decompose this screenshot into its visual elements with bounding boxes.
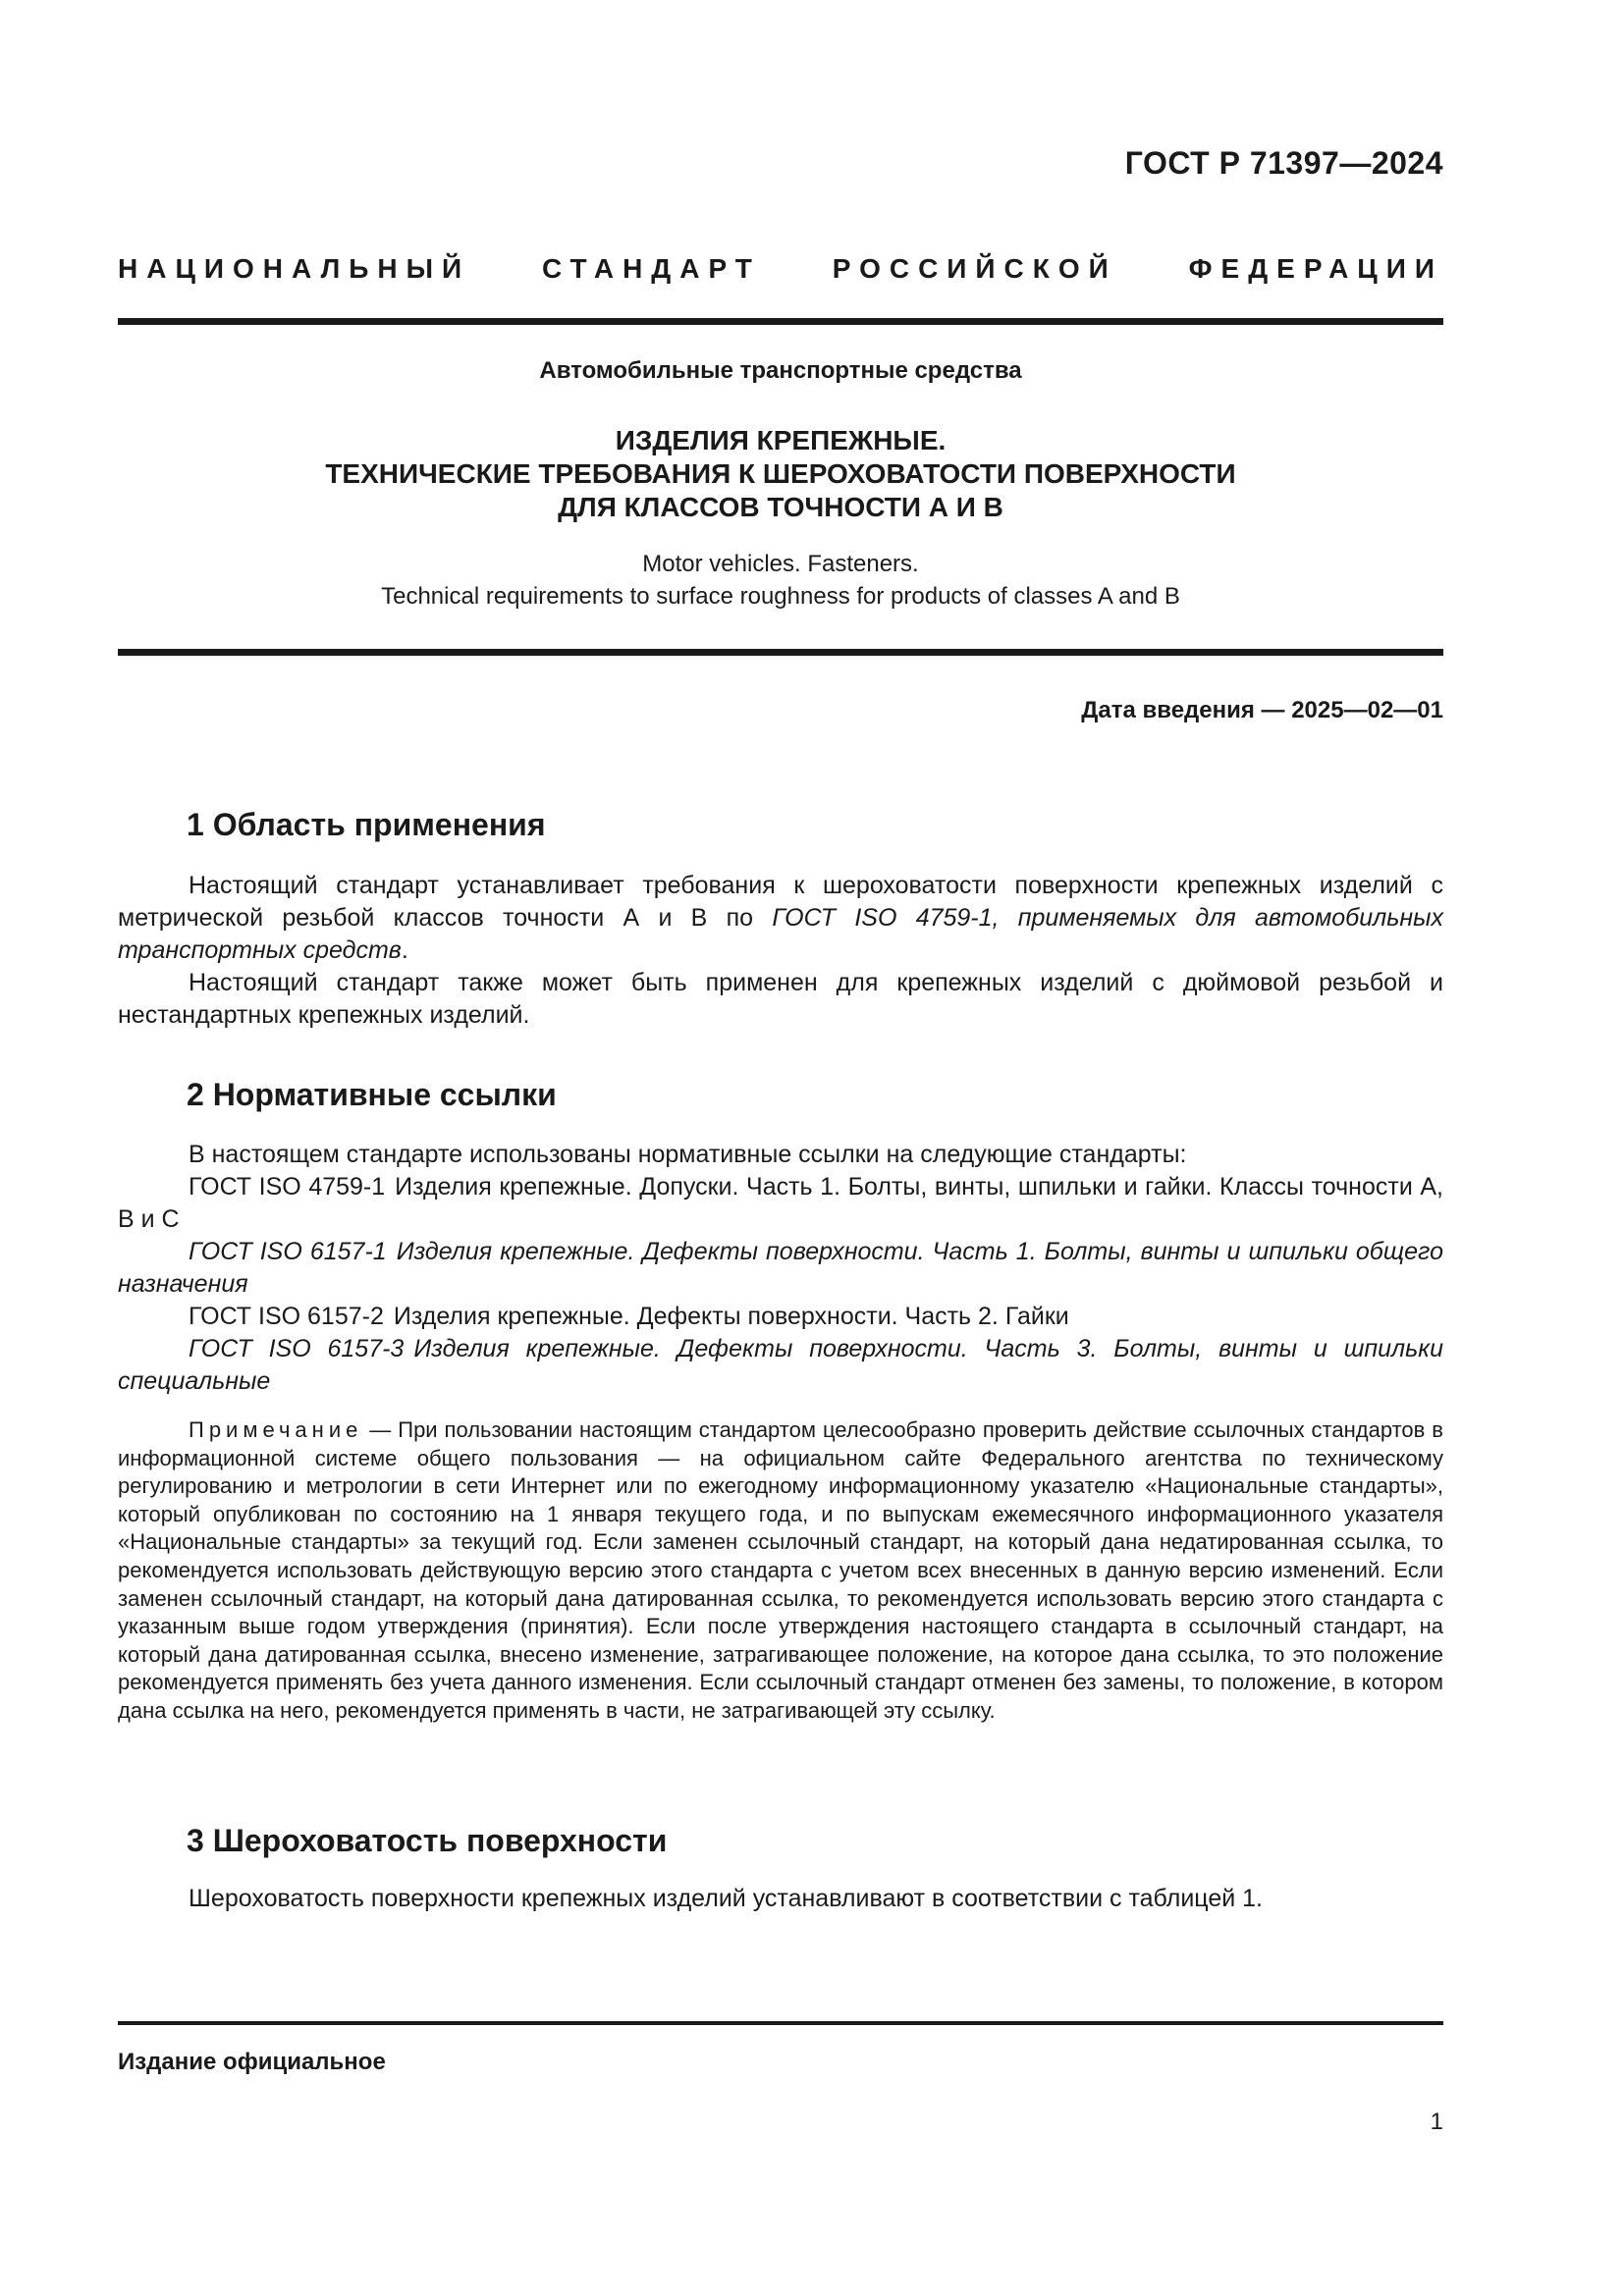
reference-code: ГОСТ ISO 6157-1 (189, 1238, 387, 1265)
footer-divider (118, 2021, 1443, 2025)
note-text: — При пользовании настоящим стандартом целесообразно проверить действие ссылочных стандартов в информационной системе общего пользования — на официальном сайте Федерального агентства по техническому регулированию и метрологии в сети Интернет или по ежегодному информационному указателю «Национальные стандарты», который опубликован по состоянию на 1 января текущего года, и по выпускам ежемесячного информационного указателя «Национальные стандарты» за текущий год. Если заменен ссылочный стандарт, на который дана недатированная ссылка, то рекомендуется использовать действующую версию этого стандарта с учетом всех внесенных в данную версию изменений. Если заменен ссылочный стандарт, на который дана датированная ссылка, то рекомендуется использовать версию этого стандарта с указанным выше годом утверждения (принятия). Если после утверждения настоящего стандарта в ссылочный стандарт, на который дана датированная ссылка, внесено изменение, затрагивающее положение, на которое дана ссылка, то это положение рекомендуется применять без учета данного изменения. Если ссылочный стандарт отменен без замены, то положение, в котором дана ссылка на него, рекомендуется применять в части, не затрагивающей эту ссылку. (118, 1417, 1443, 1723)
top-divider (118, 318, 1443, 325)
section-1-paragraph-1: Настоящий стандарт устанавливает требования к шероховатости поверхности крепежных изделий с метрической резьбой классов точности А и В по ГОСТ ISO 4759-1, применяемых для автомобильных транспортных средств. (118, 872, 1443, 964)
referenced-standard-italic: ГОСТ ISO 4759-1, применяемых для автомобильных транспортных средств (118, 904, 1443, 964)
title-en-line1: Motor vehicles. Fasteners. (642, 551, 919, 577)
section-3-body (118, 1883, 1443, 1915)
normative-reference (118, 1236, 1443, 1301)
reference-code: ГОСТ ISO 6157-2 (189, 1303, 384, 1330)
section-3-heading: 3 Шероховатость поверхности (187, 1823, 668, 1858)
reference-title: Изделия крепежные. Дефекты поверхности. Часть 1. Болты, винты и шпильки общего назначения (118, 1238, 1443, 1298)
title-ru (118, 424, 1443, 524)
title-en (118, 548, 1443, 613)
note-label: Примечание (189, 1417, 363, 1442)
section-1-paragraph-2: Настоящий стандарт также может быть применен для крепежных изделий с дюймовой резьбой и нестандартных крепежных изделий. (118, 969, 1443, 1029)
official-edition-label: Издание официальное (118, 2049, 386, 2075)
title-ru-line1: ИЗДЕЛИЯ КРЕПЕЖНЫЕ. (615, 425, 947, 455)
section-2-body (118, 1139, 1443, 1398)
title-ru-line3: ДЛЯ КЛАССОВ ТОЧНОСТИ А И В (558, 492, 1003, 522)
reference-title: Изделия крепежные. Дефекты поверхности. Часть 2. Гайки (393, 1303, 1069, 1330)
title-divider (118, 649, 1443, 656)
section-2-intro: В настоящем стандарте использованы нормативные ссылки на следующие стандарты: (189, 1141, 1187, 1168)
reference-title: Изделия крепежные. Допуски. Часть 1. Болты, винты, шпильки и гайки. Классы точности А, В и С (118, 1173, 1443, 1233)
normative-reference (118, 1171, 1443, 1236)
section-1-body (118, 870, 1443, 1032)
document-page (118, 0, 1443, 2296)
national-standard-banner: НАЦИОНАЛЬНЫЙ СТАНДАРТ РОССИЙСКОЙ ФЕДЕРАЦИИ (118, 253, 1443, 284)
section-2-note (118, 1416, 1443, 1726)
section-1-heading: 1 Область применения (187, 807, 546, 842)
document-code: ГОСТ Р 71397—2024 (1124, 145, 1443, 181)
reference-code: ГОСТ ISO 4759-1 (189, 1173, 386, 1201)
page-number: 1 (1430, 2109, 1443, 2135)
subtitle-ru: Автомобильные транспортные средства (539, 357, 1022, 384)
title-ru-line2: ТЕХНИЧЕСКИЕ ТРЕБОВАНИЯ К ШЕРОХОВАТОСТИ ПОВЕРХНОСТИ (325, 458, 1236, 489)
section-3-paragraph-1: Шероховатость поверхности крепежных изделий устанавливают в соответствии с таблицей 1. (189, 1885, 1264, 1912)
reference-title: Изделия крепежные. Дефекты поверхности. Часть 3. Болты, винты и шпильки специальные (118, 1335, 1443, 1395)
reference-code: ГОСТ ISO 6157-3 (189, 1335, 405, 1362)
introduction-date: Дата введения — 2025—02—01 (1081, 697, 1443, 723)
title-en-line2: Technical requirements to surface roughness for products of classes A and B (381, 583, 1180, 610)
normative-reference (118, 1301, 1443, 1333)
section-2-heading: 2 Нормативные ссылки (187, 1077, 557, 1112)
normative-reference (118, 1333, 1443, 1398)
